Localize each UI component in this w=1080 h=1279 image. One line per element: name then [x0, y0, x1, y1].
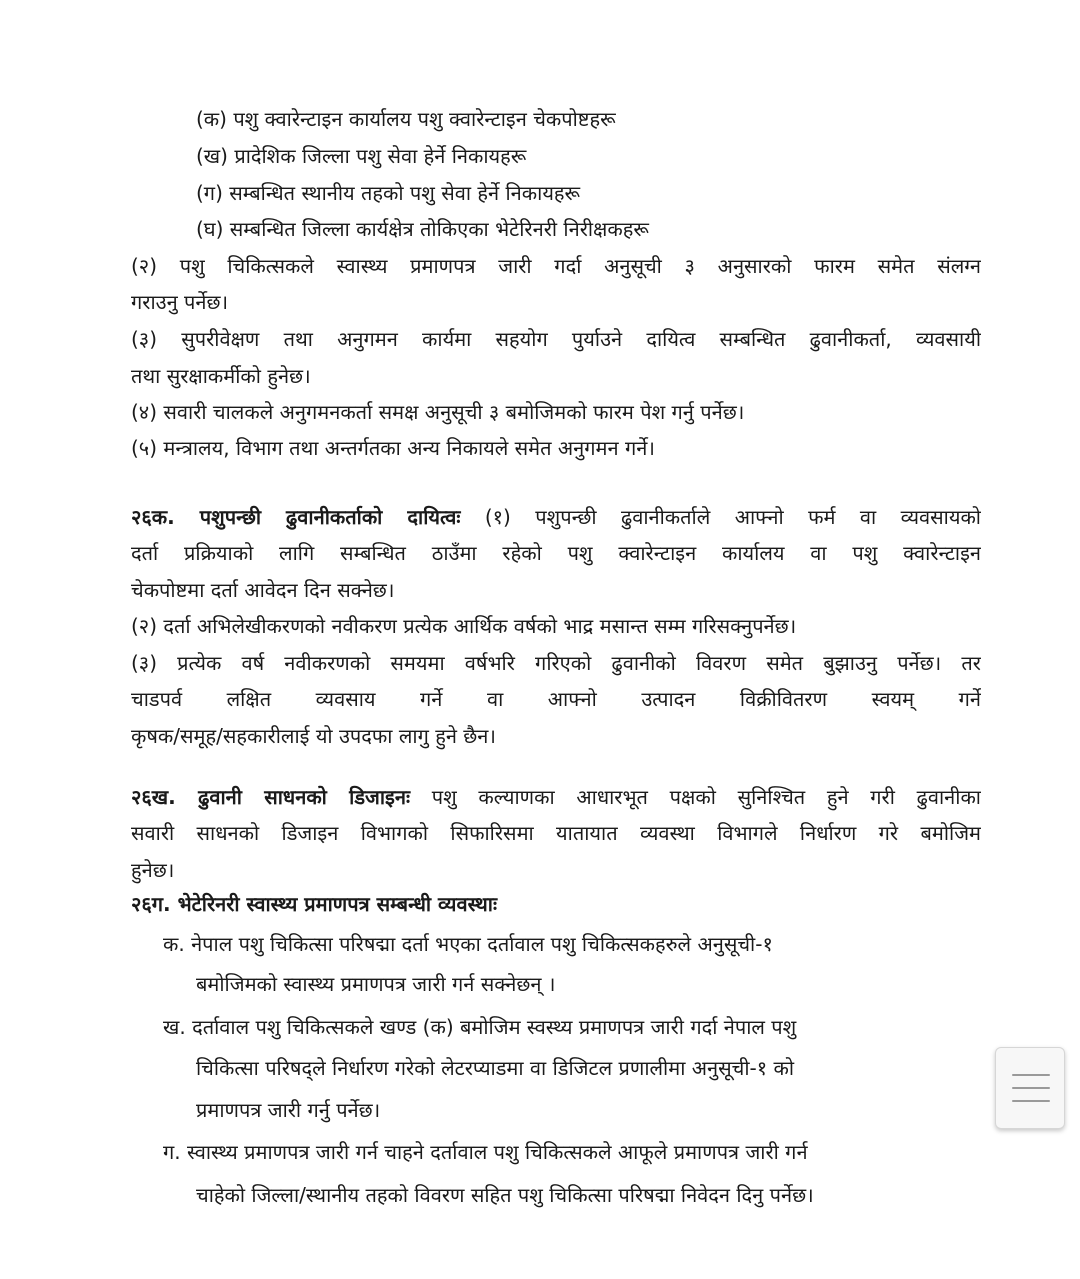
section-26ga-item-ga-line-2: चाहेको जिल्ला/स्थानीय तहको विवरण सहित पशु चिकित्सा परिषद्मा निवेदन दिनु पर्नेछ।	[196, 1183, 814, 1207]
clause-3-line-2: तथा सुरक्षाकर्मीको हुनेछ।	[131, 364, 311, 388]
floating-menu-button[interactable]	[995, 1047, 1065, 1129]
section-26kha-line-2: सवारी साधनको डिजाइन विभागको सिफारिसमा यातायात व्यवस्था विभागले निर्धारण गरे बमोजिम	[131, 821, 981, 845]
section-26ga-item-ka-line-1: क. नेपाल पशु चिकित्सा परिषद्मा दर्ता भएका दर्तावाल पशु चिकित्सकहरुले अनुसूची-१	[163, 932, 773, 956]
sub-list-item-ka: (क) पशु क्वारेन्टाइन कार्यालय पशु क्वारेन्टाइन चेकपोष्टहरू	[196, 107, 616, 131]
section-26ga-heading: २६ग. भेटेरिनरी स्वास्थ्य प्रमाणपत्र सम्बन्धी व्यवस्थाः	[131, 892, 497, 916]
clause-3-line-1: (३) सुपरीवेक्षण तथा अनुगमन कार्यमा सहयोग पुर्याउने दायित्व सम्बन्धित ढुवानीकर्ता, व्यवसायी	[131, 327, 981, 351]
section-26ka-line-1	[131, 502, 981, 532]
section-26ka-line-6: चाडपर्व लक्षित व्यवसाय गर्ने वा आफ्नो उत्पादन विक्रीवितरण स्वयम् गर्ने	[131, 687, 981, 711]
section-26ka-line-5: (३) प्रत्येक वर्ष नवीकरणको समयमा वर्षभरि गरिएको ढुवानीको विवरण समेत बुझाउनु पर्नेछ। तर	[131, 651, 981, 675]
section-26ka-line-4: (२) दर्ता अभिलेखीकरणको नवीकरण प्रत्येक आर्थिक वर्षको भाद्र मसान्त सम्म गरिसक्नुपर्नेछ।	[131, 614, 797, 638]
section-26ga-item-kha-line-1: ख. दर्तावाल पशु चिकित्सकले खण्ड (क) बमोजिम स्वस्थ्य प्रमाणपत्र जारी गर्दा नेपाल पशु	[163, 1015, 797, 1039]
section-26ga-item-ka-line-2: बमोजिमको स्वास्थ्य प्रमाणपत्र जारी गर्न सक्नेछन् ।	[196, 972, 556, 996]
section-26ga-item-kha-line-3: प्रमाणपत्र जारी गर्नु पर्नेछ।	[196, 1098, 381, 1122]
clause-2-line-1: (२) पशु चिकित्सकले स्वास्थ्य प्रमाणपत्र जारी गर्दा अनुसूची ३ अनुसारको फारम समेत संलग्न	[131, 254, 981, 278]
sub-list-item-ga: (ग) सम्बन्धित स्थानीय तहको पशु सेवा हेर्ने निकायहरू	[196, 181, 581, 205]
section-26ga-item-kha-line-2: चिकित्सा परिषद्ले निर्धारण गरेको लेटरप्याडमा वा डिजिटल प्रणालीमा अनुसूची-१ को	[196, 1056, 795, 1080]
sub-list-item-gha: (घ) सम्बन्धित जिल्ला कार्यक्षेत्र तोकिएका भेटेरिनरी निरीक्षकहरू	[196, 217, 649, 241]
section-26ka-line-3: चेकपोष्टमा दर्ता आवेदन दिन सक्नेछ।	[131, 578, 395, 602]
clause-4: (४) सवारी चालकले अनुगमनकर्ता समक्ष अनुसूची ३ बमोजिमको फारम पेश गर्नु पर्नेछ।	[131, 400, 745, 424]
section-26ka-heading: २६क. पशुपन्छी ढुवानीकर्ताको दायित्वः	[131, 505, 461, 529]
section-26kha-line-3: हुनेछ।	[131, 858, 175, 882]
clause-2-line-2: गराउनु पर्नेछ।	[131, 290, 229, 314]
section-26kha-heading: २६ख. ढुवानी साधनको डिजाइनः	[131, 785, 411, 809]
section-26kha-line-1	[131, 782, 981, 812]
section-26kha-line-1-text: पशु कल्याणका आधारभूत पक्षको सुनिश्चित हुने गरी ढुवानीका	[410, 785, 981, 809]
clause-5: (५) मन्त्रालय, विभाग तथा अन्तर्गतका अन्य निकायले समेत अनुगमन गर्ने।	[131, 436, 655, 460]
section-26ka-line-7: कृषक/समूह/सहकारीलाई यो उपदफा लागु हुने छैन।	[131, 724, 496, 748]
section-26ka-line-2: दर्ता प्रक्रियाको लागि सम्बन्धित ठाउँमा रहेको पशु क्वारेन्टाइन कार्यालय वा पशु क्वारेन्टाइन	[131, 541, 981, 565]
section-26ga-item-ga-line-1: ग. स्वास्थ्य प्रमाणपत्र जारी गर्न चाहने दर्तावाल पशु चिकित्सकले आफूले प्रमाणपत्र जारी गर्न	[163, 1140, 808, 1164]
section-26ka-line-1-text: (१) पशुपन्छी ढुवानीकर्ताले आफ्नो फर्म वा व्यवसायको	[460, 505, 981, 529]
sub-list-item-kha: (ख) प्रादेशिक जिल्ला पशु सेवा हेर्ने निकायहरू	[196, 144, 527, 168]
